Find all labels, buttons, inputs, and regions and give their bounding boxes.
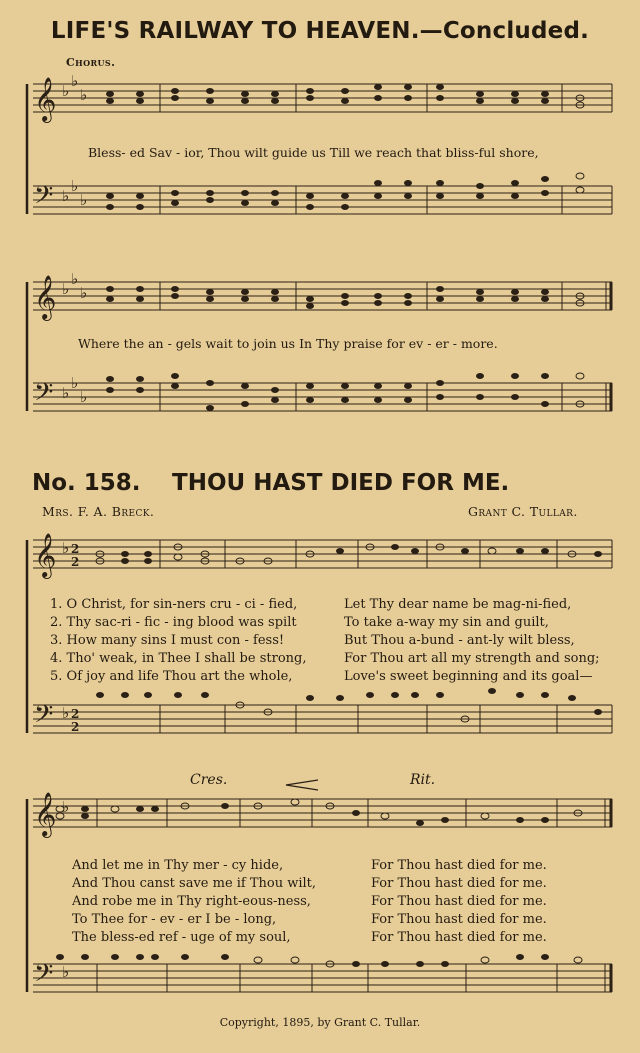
svg-text:♭: ♭ <box>62 539 70 557</box>
svg-text:♭: ♭ <box>71 72 79 90</box>
noteheads <box>56 84 602 967</box>
svg-text:𝄞: 𝄞 <box>34 792 57 836</box>
svg-text:♭: ♭ <box>62 963 70 981</box>
svg-text:♭: ♭ <box>62 187 70 205</box>
hymnal-page: LIFE'S RAILWAY TO HEAVEN.—Concluded. Chorus. 𝄞 𝄢 𝄞 𝄢 𝄞 𝄢 𝄞 𝄢 ♭ ♭ ♭ ♭ ♭ ♭ ♭ ♭ ♭ ♭ ♭ ♭ ♭ ♭ ♭ ♭ 2 2 2 2 Bless- ed Sav - ior, Thou wilt guide us Till we reach that bliss-ful shore, Where the an - gels wait to join us In Thy praise for ev - er - more. No. 158. THOU HAST DIED FOR ME. Mrs. F. A. Breck. Grant C. Tullar. 1. O Christ, for sin-ners cru - ci - fied, Let Thy dear name be mag-ni-fied, 2. Thy sac-ri - fic - ing blood was spilt To take a-way my sin and guilt, 3. How many sins I must con - fess! But Thou a-bund - ant-ly wilt bless, 4. Tho' weak, in Thee I shall be strong, For Thou art all my strength and song; 5. Of joy and life Thou art the whole, Love's sweet beginning and its goal— Cres. Rit. And let me in Thy mer - cy hide, For Thou hast died for me. And Thou canst save me if Thou wilt, For Thou hast died for me. And robe me in Thy right-eous-ness, For Thou hast died for me. To Thee for - ev - er I be - long, For Thou hast died for me. The bless-ed ref - uge of my soul, For Thou hast died for me. Copyright, 1895, by Grant C. Tullar. <box>0 0 640 1053</box>
song2-heading <box>32 470 612 496</box>
bass-clef: 𝄢 <box>34 181 54 216</box>
copyright-notice: Copyright, 1895, by Grant C. Tullar. <box>219 1016 421 1029</box>
song2-title: THOU HAST DIED FOR ME. <box>172 470 510 496</box>
svg-text:𝄢: 𝄢 <box>34 378 54 413</box>
svg-text:𝄞: 𝄞 <box>34 275 57 319</box>
svg-text:♭: ♭ <box>71 374 79 392</box>
svg-text:♭: ♭ <box>62 384 70 402</box>
svg-text:𝄢: 𝄢 <box>34 700 54 735</box>
staff-bass-s4 <box>33 964 612 992</box>
svg-text:2: 2 <box>71 542 80 556</box>
svg-text:♭: ♭ <box>62 704 70 722</box>
svg-text:𝄢: 𝄢 <box>34 959 54 994</box>
svg-text:♭: ♭ <box>80 86 88 104</box>
staff-treble-s1 <box>33 84 612 112</box>
staff-treble-s3 <box>33 540 612 568</box>
staff-bass-s1 <box>33 186 612 214</box>
svg-text:♭: ♭ <box>80 191 88 209</box>
svg-text:♭: ♭ <box>80 284 88 302</box>
chorus-label: Chorus. <box>66 56 116 69</box>
dynamic-cres: Cres. <box>190 772 228 788</box>
svg-text:♭: ♭ <box>80 388 88 406</box>
song1-title: LIFE'S RAILWAY TO HEAVEN.—Concluded. <box>50 18 590 44</box>
svg-text:♭: ♭ <box>62 798 70 816</box>
staff-treble-s4 <box>33 799 612 827</box>
song1-lyrics-line1: Bless- ed Sav - ior, Thou wilt guide us Till we reach that bliss-ful shore, <box>88 145 539 160</box>
svg-text:♭: ♭ <box>62 280 70 298</box>
svg-text:♭: ♭ <box>62 82 70 100</box>
svg-text:2: 2 <box>71 707 80 721</box>
dynamic-rit: Rit. <box>410 772 436 788</box>
svg-text:2: 2 <box>71 555 80 569</box>
svg-text:𝄞: 𝄞 <box>34 533 57 577</box>
hymn-number: No. 158. <box>32 470 141 496</box>
staff-bass-s2 <box>33 383 612 411</box>
treble-clef: 𝄞 <box>34 77 57 121</box>
staff-bass-s3 <box>33 705 612 733</box>
svg-text:♭: ♭ <box>71 177 79 195</box>
svg-text:2: 2 <box>71 720 80 734</box>
song2-composer: Grant C. Tullar. <box>468 504 578 519</box>
song1-lyrics-line2: Where the an - gels wait to join us In Thy praise for ev - er - more. <box>78 336 498 351</box>
staff-treble-s2 <box>33 282 612 310</box>
song2-author: Mrs. F. A. Breck. <box>42 504 155 519</box>
svg-text:♭: ♭ <box>71 270 79 288</box>
